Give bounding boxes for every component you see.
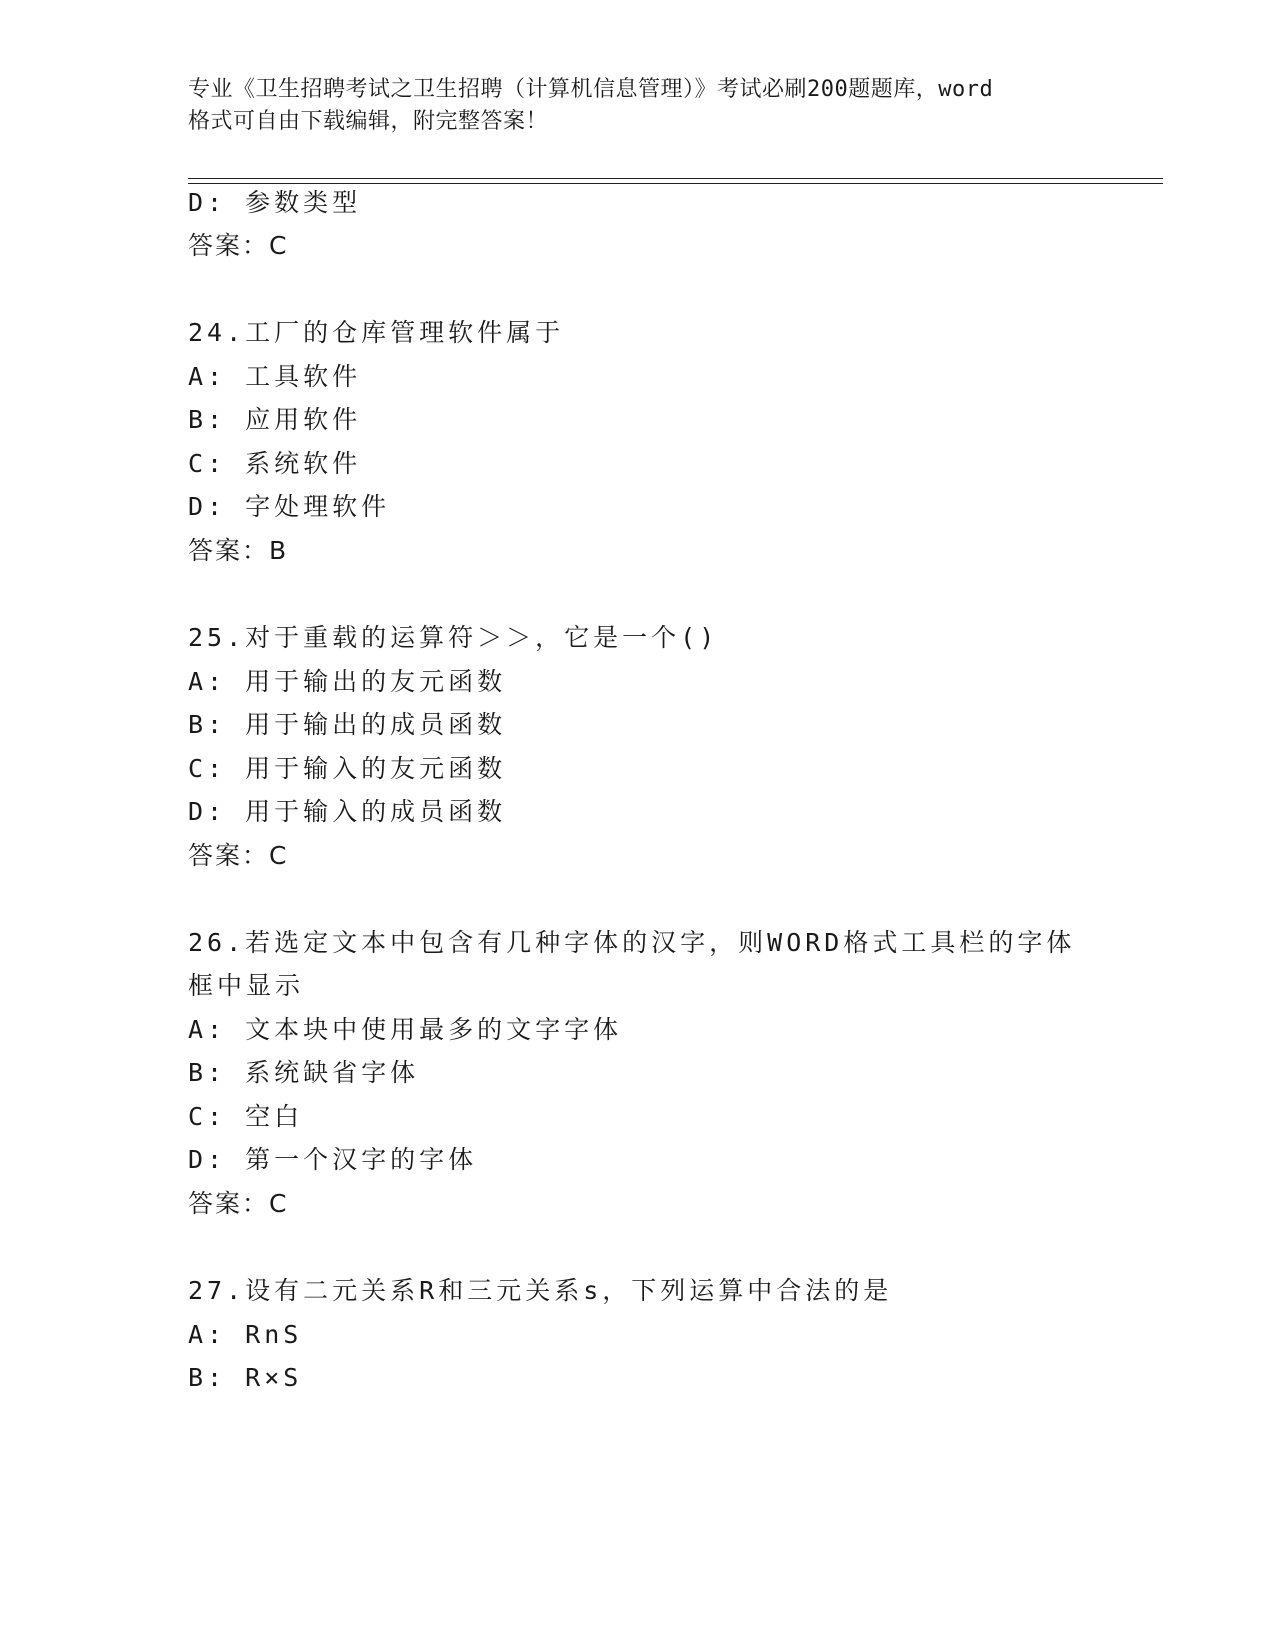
- header-line-1: 专业《卫生招聘考试之卫生招聘（计算机信息管理）》考试必刷200题题库，word: [188, 77, 994, 102]
- q23-option-d: D: 参数类型: [188, 188, 362, 217]
- q26-answer: 答案：C: [188, 1189, 289, 1218]
- header-divider-top: [188, 178, 1163, 179]
- q24-question: 24.工厂的仓库管理软件属于: [188, 318, 565, 347]
- q24-answer: 答案：B: [188, 536, 289, 565]
- q25-option-c: C: 用于输入的友元函数: [188, 754, 507, 783]
- q27-option-b: B: R×S: [188, 1363, 303, 1392]
- q26-question-line-2: 框中显示: [188, 971, 305, 1000]
- q24-option-b: B: 应用软件: [188, 405, 362, 434]
- q26-question-line-1: 26.若选定文本中包含有几种字体的汉字，则WORD格式工具栏的字体: [188, 928, 1076, 957]
- q26-option-c: C: 空白: [188, 1102, 304, 1131]
- q24-option-d: D: 字处理软件: [188, 492, 391, 521]
- q27-question: 27.设有二元关系R和三元关系s，下列运算中合法的是: [188, 1276, 893, 1305]
- header-line-2: 格式可自由下载编辑，附完整答案！: [188, 109, 549, 134]
- q26-option-d: D: 第一个汉字的字体: [188, 1145, 478, 1174]
- q27-option-a: A: RnS: [188, 1320, 303, 1349]
- q25-answer: 答案：C: [188, 841, 289, 870]
- document-header: [188, 74, 1108, 138]
- q24-option-c: C: 系统软件: [188, 449, 362, 478]
- q24-option-a: A: 工具软件: [188, 362, 362, 391]
- q25-option-d: D: 用于输入的成员函数: [188, 797, 507, 826]
- header-divider-bottom: [188, 183, 1163, 184]
- q25-option-a: A: 用于输出的友元函数: [188, 667, 507, 696]
- q26-option-a: A: 文本块中使用最多的文字字体: [188, 1015, 623, 1044]
- q23-answer: 答案：C: [188, 231, 289, 260]
- q25-option-b: B: 用于输出的成员函数: [188, 710, 507, 739]
- q25-question: 25.对于重载的运算符＞＞，它是一个(): [188, 623, 719, 652]
- q26-option-b: B: 系统缺省字体: [188, 1058, 420, 1087]
